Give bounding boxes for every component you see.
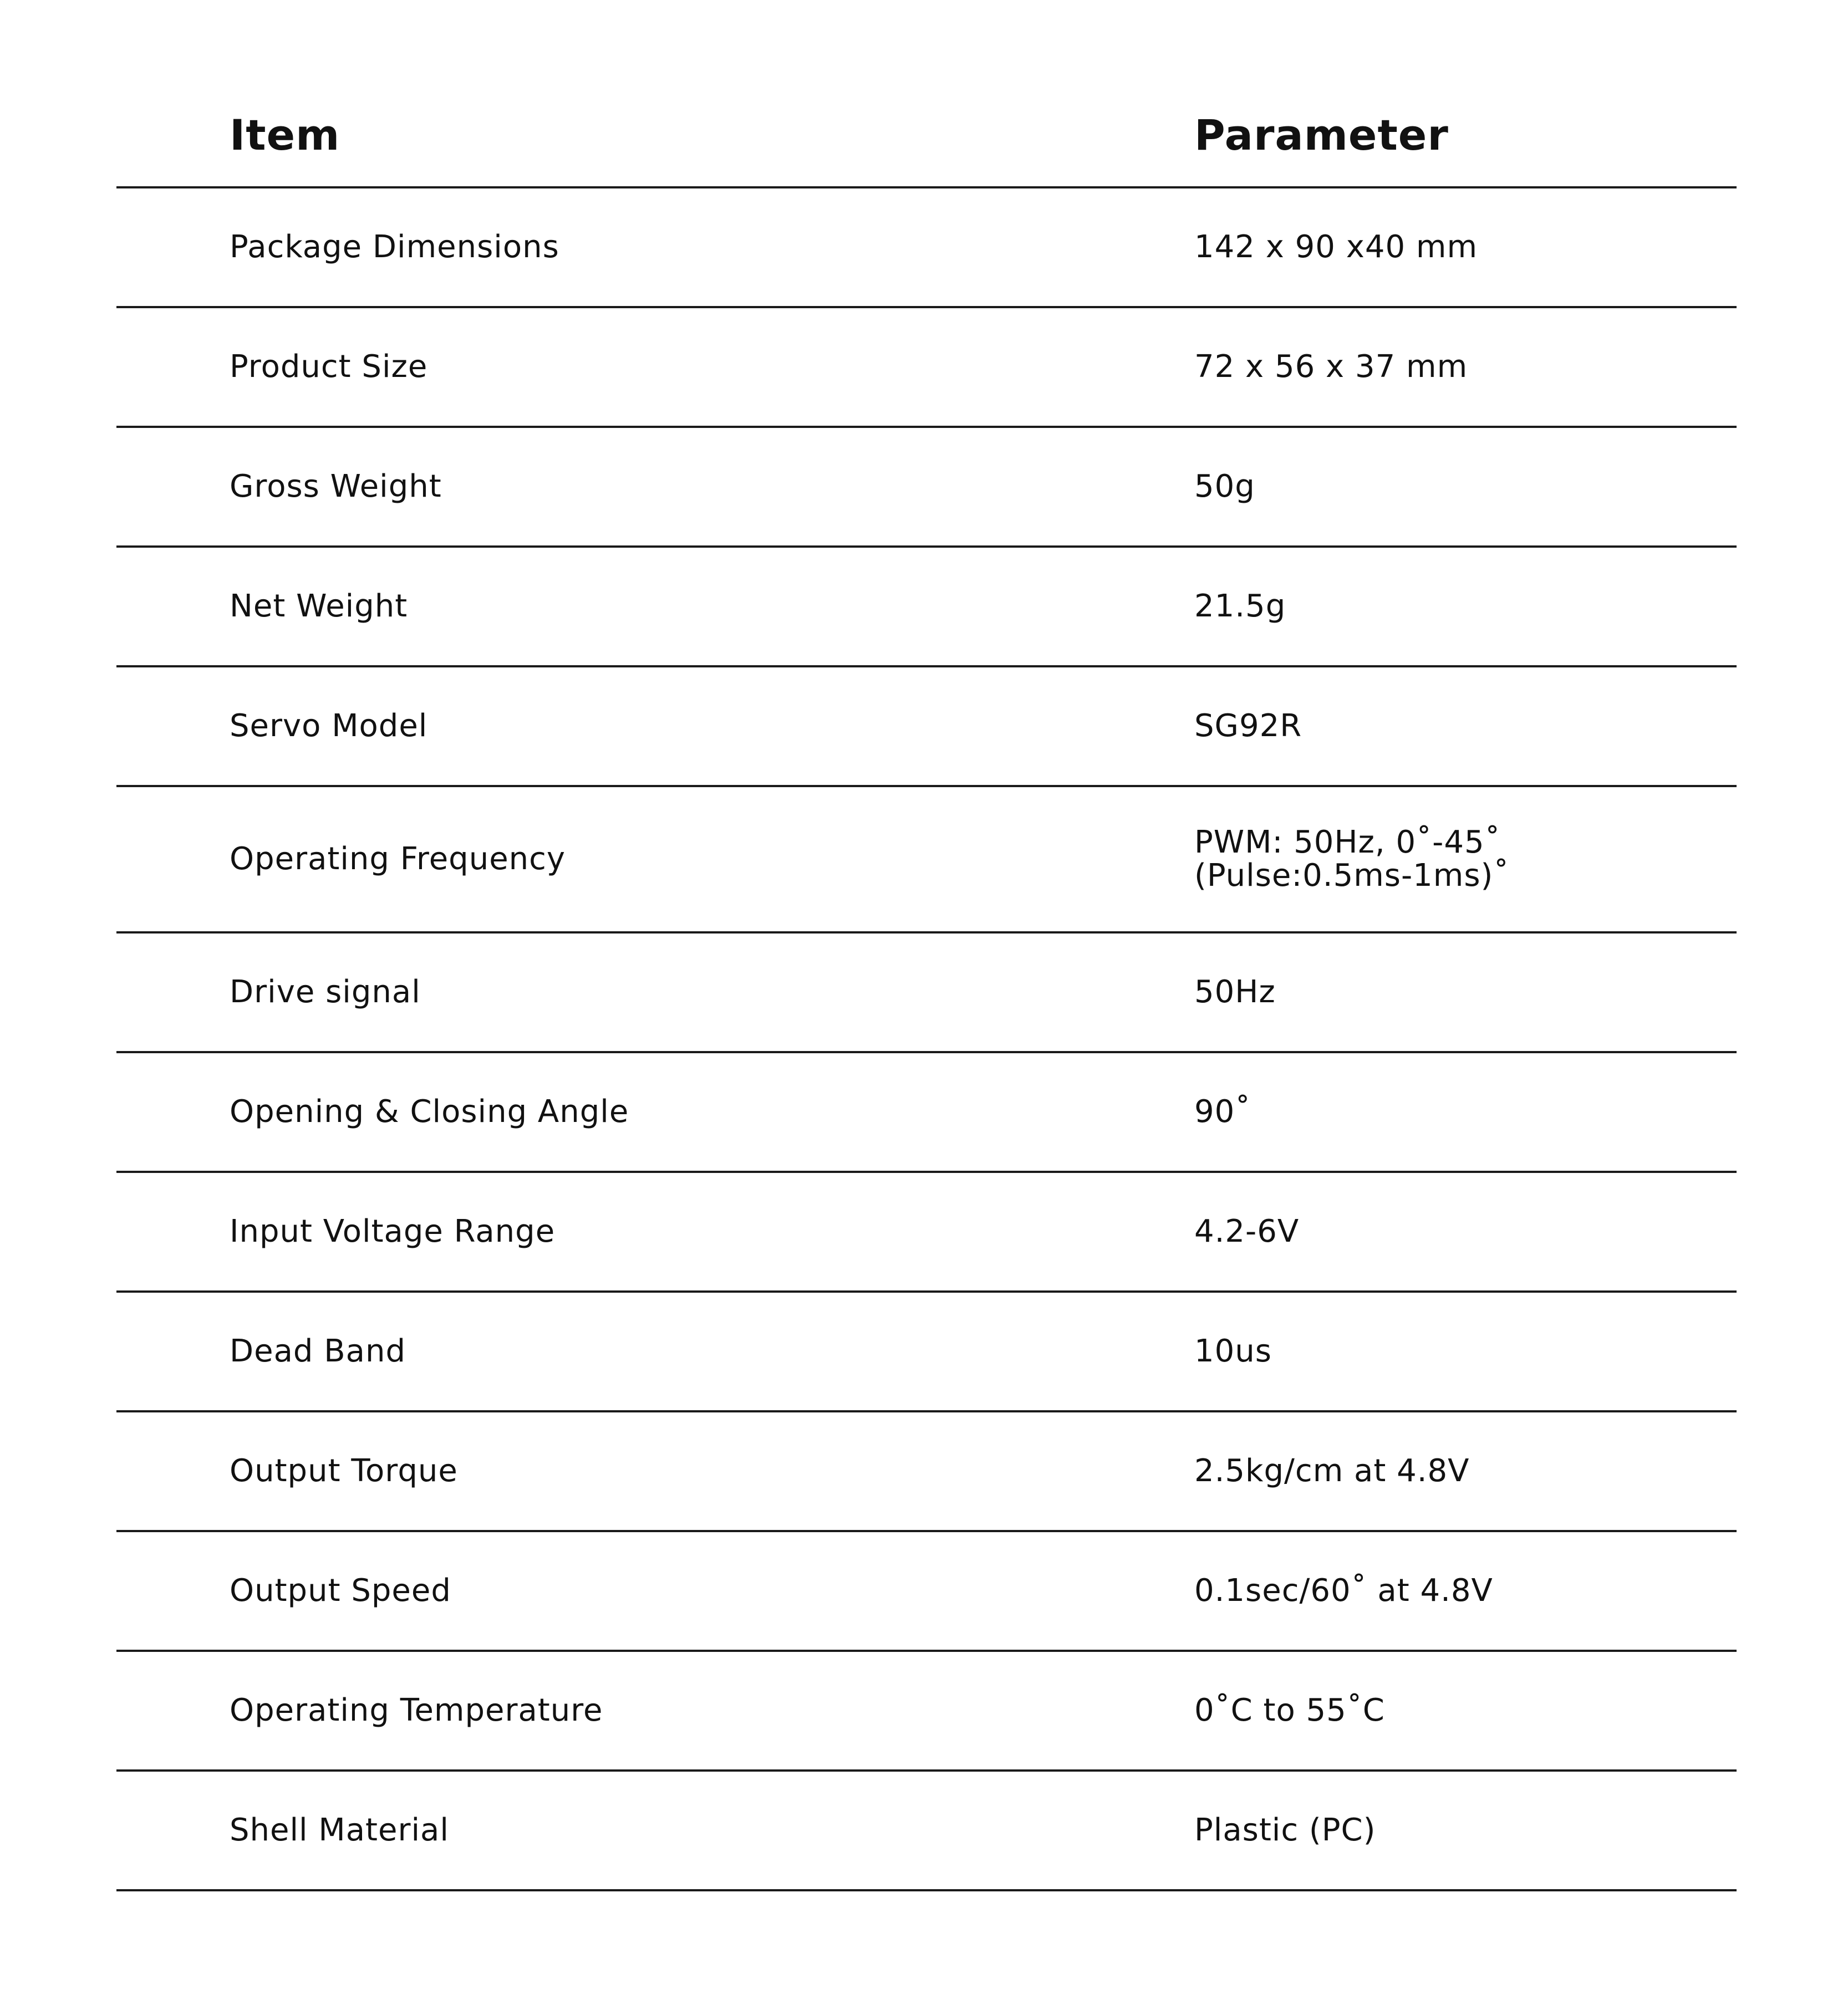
row-parameter: 142 x 90 x40 mm [1194,229,1478,265]
row-parameter: Plastic (PC) [1194,1812,1376,1848]
row-item: Product Size [230,349,428,385]
row-item: Operating Temperature [230,1692,603,1728]
row-item: Opening & Closing Angle [230,1094,629,1130]
table-row [116,1173,1737,1293]
table-row [116,1772,1737,1891]
header-parameter: Parameter [1194,110,1449,160]
row-parameter: 72 x 56 x 37 mm [1194,349,1468,385]
table-row [116,787,1737,933]
row-parameter: SG92R [1194,708,1302,744]
row-item: Net Weight [230,588,408,624]
row-item: Input Voltage Range [230,1213,556,1249]
row-item: Operating Frequency [230,841,566,877]
table-row [116,1412,1737,1532]
table-row [116,1293,1737,1412]
table-row [116,667,1737,787]
table-row [116,188,1737,308]
table-row [116,308,1737,428]
row-parameter: 0.1sec/60˚ at 4.8V [1194,1573,1493,1609]
table-row [116,548,1737,667]
table-row [116,933,1737,1053]
row-item: Output Torque [230,1453,458,1489]
row-parameter: 90˚ [1194,1094,1251,1130]
row-parameter: 4.2-6V [1194,1213,1300,1249]
row-item: Gross Weight [230,468,442,504]
row-parameter: PWM: 50Hz, 0˚-45˚ (Pulse:0.5ms-1ms)˚ [1194,824,1510,894]
row-item: Drive signal [230,974,421,1010]
row-item: Servo Model [230,708,428,744]
row-parameter: 2.5kg/cm at 4.8V [1194,1453,1470,1489]
row-parameter: 10us [1194,1333,1272,1369]
table-row [116,1652,1737,1772]
row-item: Shell Material [230,1812,449,1848]
table-row [116,428,1737,548]
row-parameter: 50Hz [1194,974,1276,1010]
spec-table [116,0,1737,1891]
row-parameter: 0˚C to 55˚C [1194,1692,1385,1728]
row-item: Dead Band [230,1333,406,1369]
row-item: Package Dimensions [230,229,559,265]
header-item: Item [230,110,340,160]
table-row [116,1053,1737,1173]
row-parameter: 50g [1194,468,1255,504]
table-header [116,0,1737,188]
row-parameter: 21.5g [1194,588,1286,624]
row-item: Output Speed [230,1573,451,1609]
table-row [116,1532,1737,1652]
